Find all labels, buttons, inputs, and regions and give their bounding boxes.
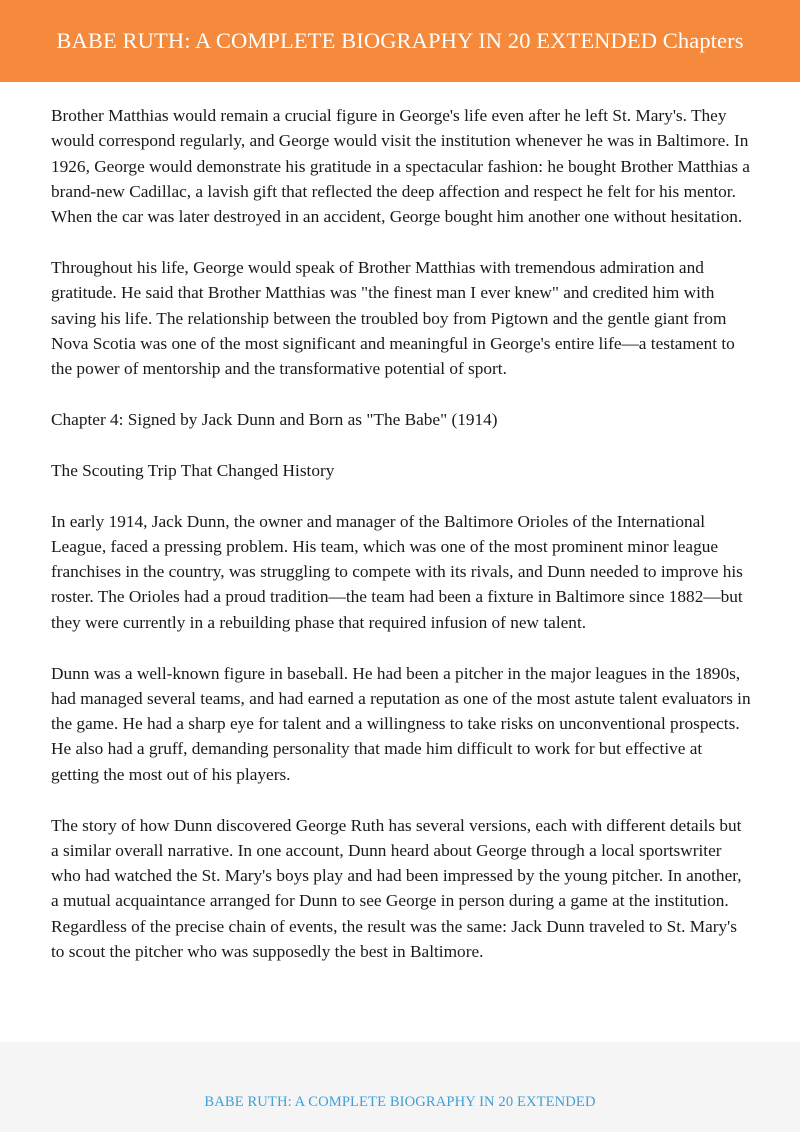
paragraph-matthias-gratitude: Brother Matthias would remain a crucial figure in George's life even after he left St. Mary's. They would correspond regularly, and George would visit the institution whenever he was in Baltimore. In 1926, George would demonstrate his gratitude in a spectacular fashion: he bought Brother Matthias a brand-new Cadillac, a lavish gift that reflected the deep affection and respect he felt for his mentor. When the car was later destroyed in an accident, George bought him another one without hesitation.	[51, 106, 750, 227]
paragraph-dunn-background: Dunn was a well-known figure in baseball. He had been a pitcher in the major leagues in the 1890s, had managed several teams, and had earned a reputation as one of the most astute talent evaluators in the game. He had a sharp eye for talent and a willingness to take risks on unconventional prospects. He also had a gruff, demanding personality that made him difficult to work for but effective at getting the most out of his players.	[51, 663, 751, 784]
chapter-heading: Chapter 4: Signed by Jack Dunn and Born as "The Babe" (1914)	[51, 409, 498, 429]
section-heading: The Scouting Trip That Changed History	[51, 460, 335, 480]
page-header	[0, 0, 800, 82]
page-content	[51, 103, 751, 990]
paragraph-discovery-story: The story of how Dunn discovered George Ruth has several versions, each with different details but a similar overall narrative. In one account, Dunn heard about George through a local sportswriter who had watched the St. Mary's boys play and had been impressed by the young pitcher. In another, a mutual acquaintance arranged for Dunn to see George in person during a game at the institution. Regardless of the precise chain of events, the result was the same: Jack Dunn traveled to St. Mary's to scout the pitcher who was supposedly the best in Baltimore.	[51, 815, 742, 962]
page-footer	[0, 1042, 800, 1132]
header-title: BABE RUTH: A COMPLETE BIOGRAPHY IN 20 EXTENDED Chapters	[56, 28, 744, 53]
paragraph-matthias-admiration: Throughout his life, George would speak of Brother Matthias with tremendous admiration and gratitude. He said that Brother Matthias was "the finest man I ever knew" and credited him with saving his life. The relationship between the troubled boy from Pigtown and the gentle giant from Nova Scotia was one of the most significant and meaningful in George's entire life—a testament to the power of mentorship and the transformative potential of sport.	[51, 257, 735, 379]
paragraph-jack-dunn-problem: In early 1914, Jack Dunn, the owner and manager of the Baltimore Orioles of the International League, faced a pressing problem. His team, which was one of the most prominent minor league franchises in the country, was struggling to compete with its rivals, and Dunn needed to improve his roster. The Orioles had a proud tradition—the team had been a fixture in Baltimore since 1882—but they were currently in a rebuilding phase that required infusion of new talent.	[51, 511, 743, 632]
footer-text: BABE RUTH: A COMPLETE BIOGRAPHY IN 20 EXTENDED	[204, 1093, 596, 1110]
